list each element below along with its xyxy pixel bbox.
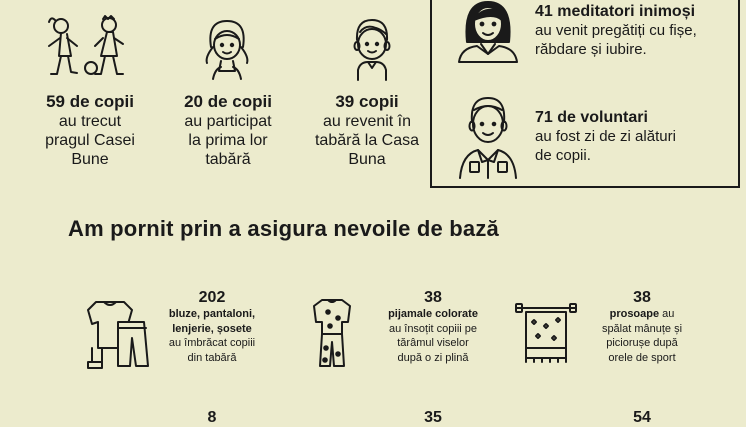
stat-text-line: au revenit în [322, 113, 412, 130]
volunteer-helpers [535, 108, 735, 165]
need-inline-rest: au [659, 308, 675, 320]
section-heading: Am pornit prin a asigura nevoile de bază [68, 216, 499, 241]
need-bold-line: pijamale colorate [388, 308, 478, 320]
need-pajamas [368, 288, 498, 365]
need-text-line: din tabără [187, 351, 237, 364]
need-number: 38 [633, 289, 651, 306]
stat-text-line: au trecut [58, 113, 122, 130]
stat-first-camp [158, 92, 298, 169]
stat-number: 39 copii [335, 92, 399, 111]
stat-number: 20 de copii [184, 92, 272, 111]
need-text-line: spălat mânuțe și [601, 322, 683, 335]
man-volunteer-icon [458, 92, 518, 182]
stat-text-line: Bune [71, 151, 109, 168]
need-bold-line: lenjerie, șosete [172, 322, 252, 335]
need-towels [578, 288, 706, 365]
need-number: 38 [424, 289, 442, 306]
stat-text-line: au participat [184, 113, 272, 130]
volunteer-text-line: au venit pregătiți cu fișe, [535, 22, 697, 39]
volunteer-text-line: răbdare și iubire. [535, 41, 647, 58]
pajamas-icon [310, 298, 354, 370]
volunteer-text-line: au fost zi de zi alături [535, 128, 676, 145]
need-text-line: tărâmul viselor [397, 337, 469, 349]
volunteer-tutors [535, 2, 735, 59]
towel-icon [514, 300, 578, 364]
need-number: 202 [198, 289, 226, 306]
stat-text-line: tabără la Casa [314, 132, 420, 149]
bottom-number-text: 35 [424, 409, 442, 426]
girl-icon [201, 17, 253, 81]
stat-children-total [20, 92, 160, 169]
need-bold-line: bluze, pantaloni, [168, 308, 256, 320]
volunteer-number: 41 meditatori inimoși [535, 3, 696, 20]
bottom-number [368, 408, 498, 427]
need-text-line: orele de sport [608, 351, 676, 364]
boy-icon [346, 16, 398, 82]
need-text-line: au însoțit copiii pe [388, 322, 478, 335]
need-text-line: au îmbrăcat copiii [168, 337, 256, 349]
bottom-number [150, 408, 274, 427]
bottom-number [578, 408, 706, 427]
volunteer-text-line: de copii. [535, 147, 591, 164]
stat-text-line: Buna [348, 151, 386, 168]
need-bold-inline: prosoape [609, 308, 660, 320]
volunteer-number: 71 de voluntari [535, 109, 648, 126]
stat-text-line: tabără [205, 151, 251, 168]
bottom-number-text: 8 [207, 409, 217, 426]
stat-returned [297, 92, 437, 169]
clothes-icon [84, 300, 154, 370]
kids-playing-icon [45, 16, 127, 80]
need-text-line: după o zi plină [397, 351, 469, 364]
stat-number: 59 de copii [46, 92, 134, 111]
woman-tutor-icon [455, 0, 521, 64]
need-text-line: piciorușe după [606, 337, 678, 349]
bottom-number-text: 54 [633, 409, 651, 426]
need-clothes [150, 288, 274, 365]
stat-text-line: pragul Casei [45, 132, 135, 149]
stat-text-line: la prima lor [188, 132, 268, 149]
